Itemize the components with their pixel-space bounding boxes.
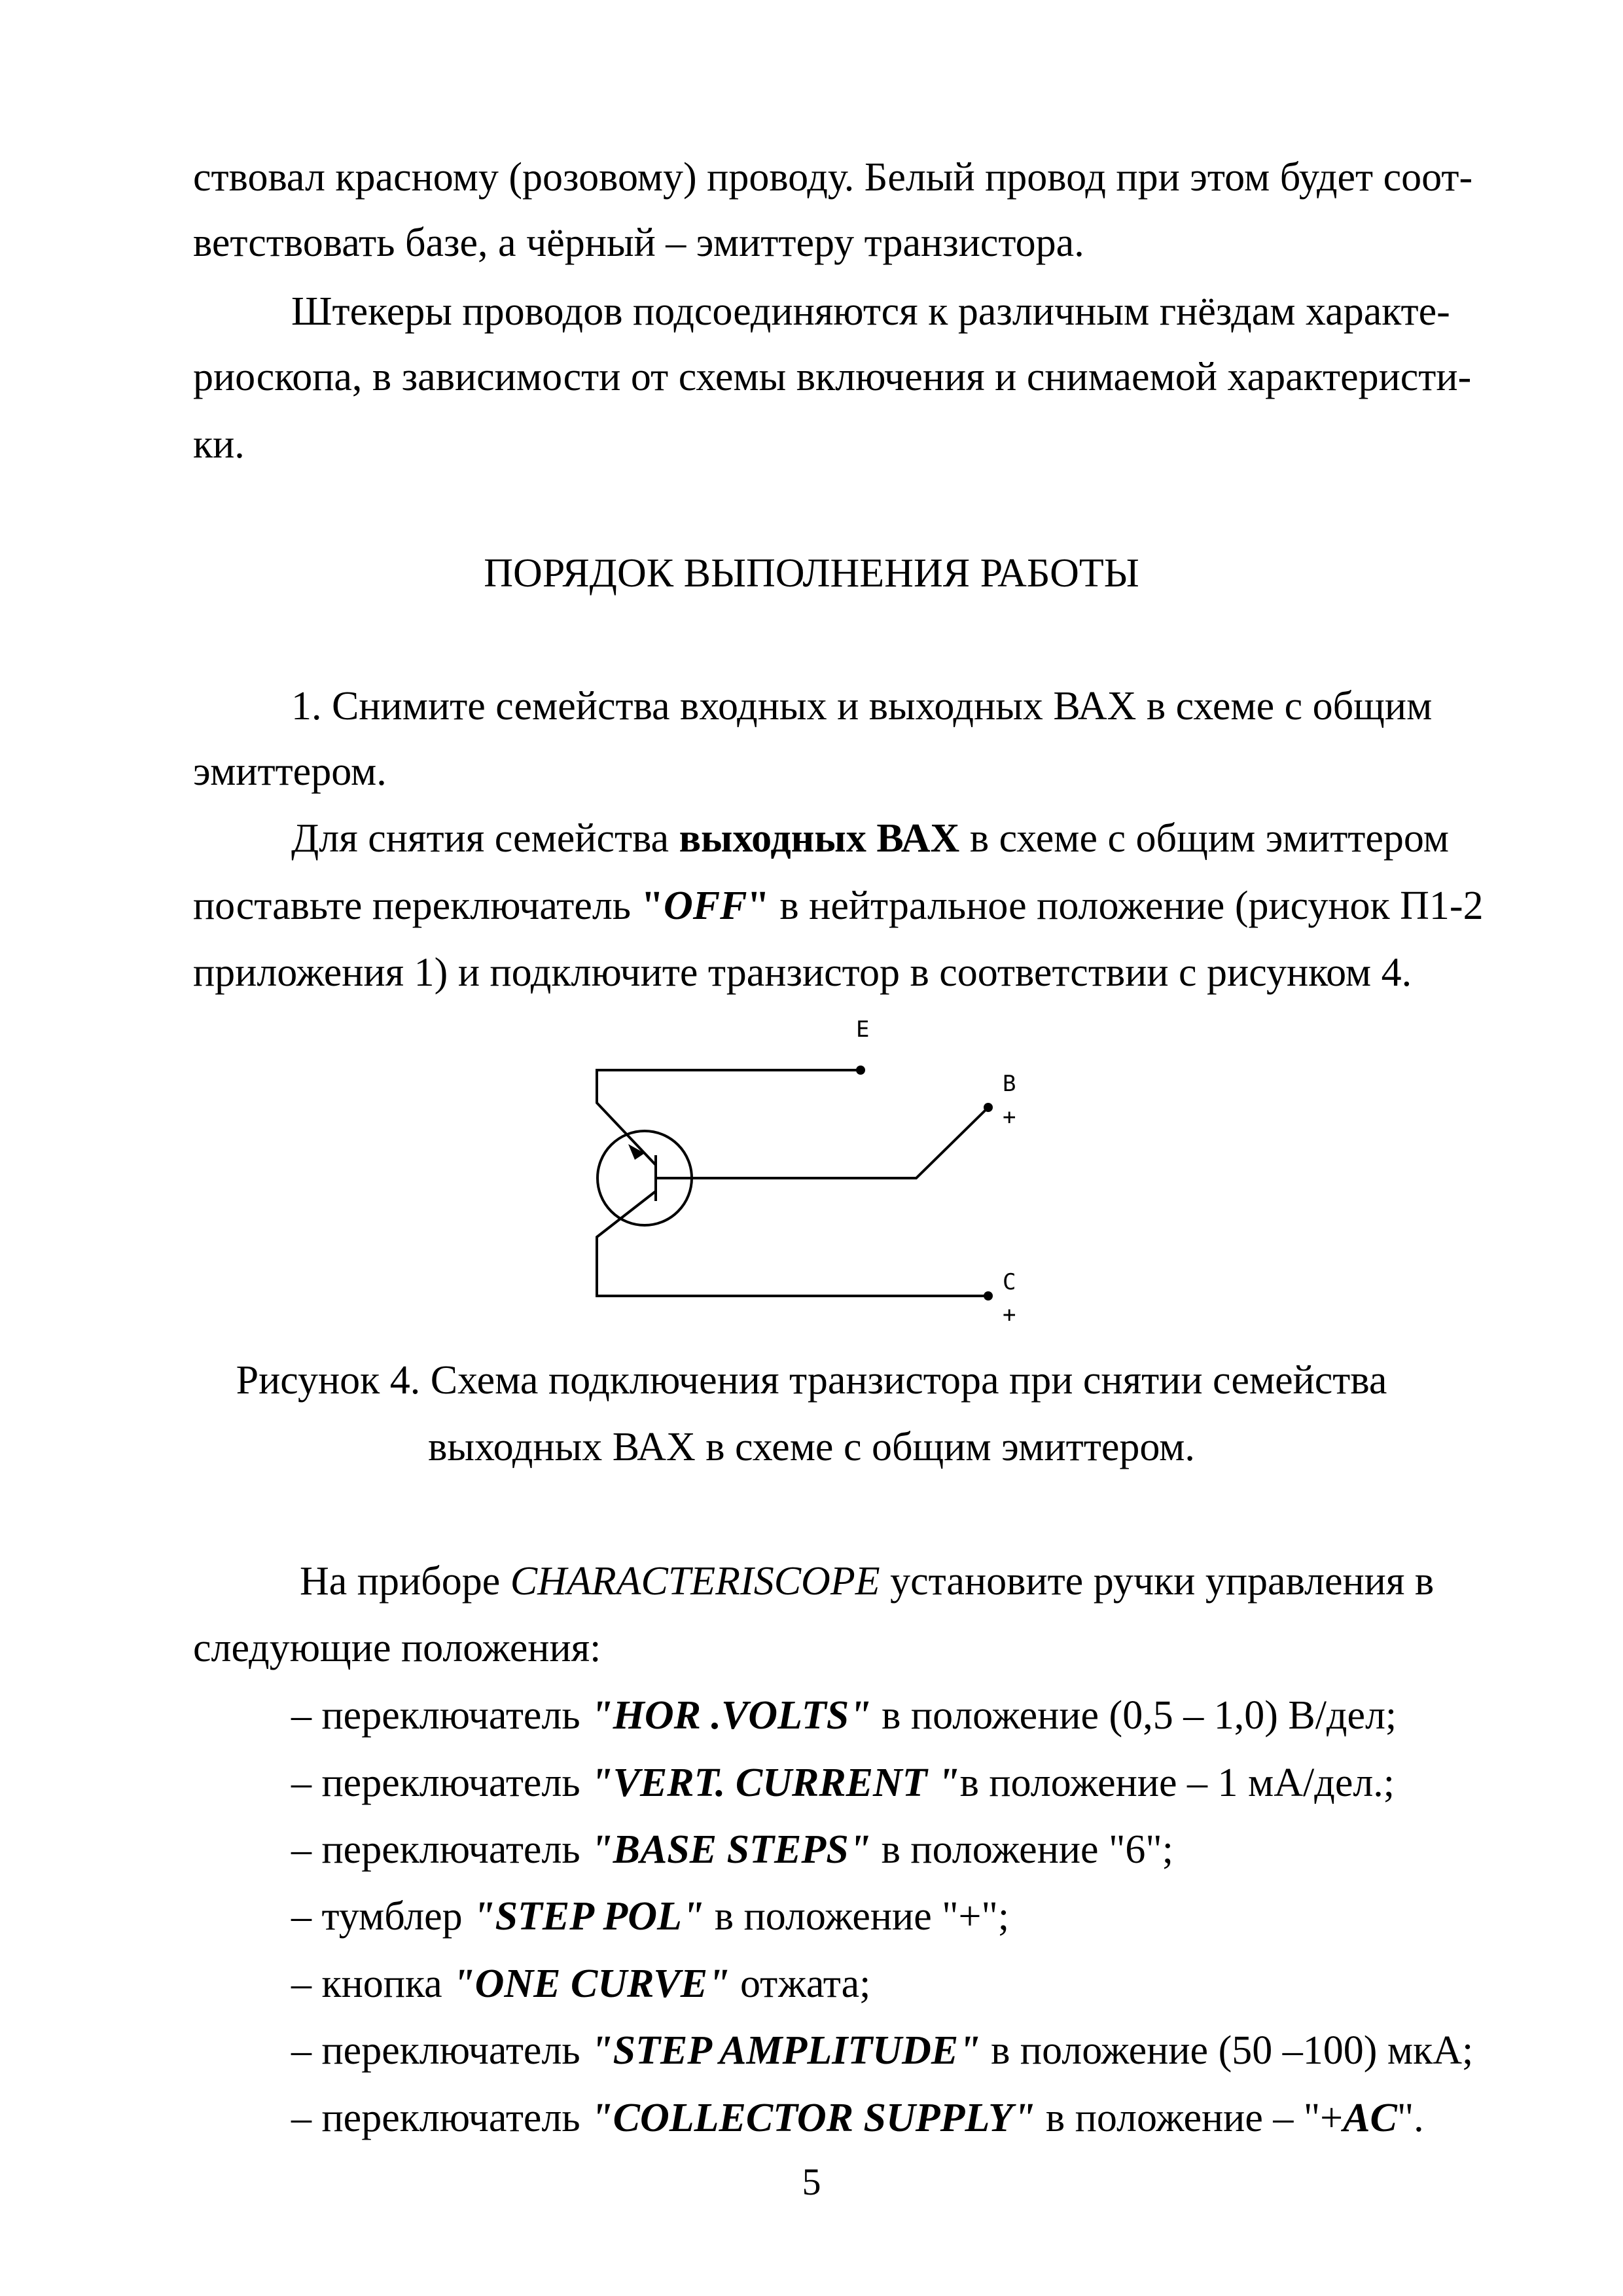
- terminal-sign-c: +: [1003, 1302, 1016, 1328]
- paragraph-3-line-1: [291, 816, 1449, 861]
- setting-prefix: – тумблер: [291, 1894, 473, 1939]
- terminal-label-c: C: [1003, 1269, 1016, 1295]
- setting-switch-name: "ONE CURVE": [452, 1962, 730, 2006]
- collector-terminal-dot: [984, 1291, 993, 1300]
- figure-caption-line-1: Рисунок 4. Схема подключения транзистора при снятии семейства: [236, 1358, 1387, 1403]
- setting-item-one-curve: [291, 1964, 870, 2004]
- paragraph-1-line-1: ствовал красному (розовому) проводу. Белый провод при этом будет соот-: [193, 155, 1473, 200]
- setting-value: в положение (50 –100) мкА;: [980, 2028, 1474, 2073]
- paragraph-3-position-text: в нейтральное положение (рисунок П1-2: [779, 884, 1484, 928]
- setting-value-end: ".: [1397, 2096, 1424, 2140]
- setting-switch-name: "STEP POL": [473, 1894, 705, 1939]
- setting-item-vert-current: [291, 1763, 1395, 1803]
- terminal-label-b: B: [1003, 1071, 1016, 1097]
- figure-caption-line-2: выходных ВАХ в схеме с общим эмиттером.: [428, 1425, 1195, 1469]
- setting-value: в положение "6";: [871, 1827, 1173, 1872]
- setting-item-hor-volts: [291, 1695, 1397, 1736]
- paragraph-3-text-after-bold: в схеме с общим эмиттером: [969, 816, 1449, 861]
- setting-switch-name: "BASE STEPS": [590, 1827, 872, 1872]
- off-switch-name: [641, 884, 770, 928]
- paragraph-2-line-3: ки.: [193, 422, 245, 467]
- step-1-line-1: 1. Снимите семейства входных и выходных ВАХ в схеме с общим: [291, 684, 1433, 728]
- page-number: 5: [802, 2161, 821, 2203]
- setting-value: в положение (0,5 – 1,0) В/дел;: [871, 1693, 1397, 1738]
- off-switch-close-quote: ": [747, 884, 770, 928]
- output-iv-bold-term: выходных ВАХ: [679, 816, 960, 861]
- setting-switch-name: "HOR .VOLTS": [590, 1693, 872, 1738]
- emitter-terminal-dot: [856, 1066, 865, 1075]
- paragraph-3-line-2: [193, 884, 1484, 928]
- device-name: CHARACTERISCOPE: [510, 1559, 880, 1604]
- setting-switch-name: "STEP AMPLITUDE": [590, 2028, 981, 2073]
- off-switch-open-quote: ": [641, 884, 664, 928]
- collector-wire: [597, 1191, 988, 1296]
- setting-prefix: – переключатель: [291, 1761, 591, 1805]
- setting-item-step-pol: [291, 1896, 1009, 1937]
- terminal-sign-b: +: [1003, 1104, 1016, 1130]
- setting-value-code: AC: [1343, 2096, 1397, 2140]
- setting-prefix: – кнопка: [291, 1962, 453, 2006]
- paragraph-4-line-2: следующие положения:: [193, 1626, 601, 1670]
- paragraph-4-text-before-device: На приборе: [300, 1559, 501, 1604]
- paragraph-2-line-2: риоскопа, в зависимости от схемы включения и снимаемой характеристи-: [193, 355, 1472, 399]
- base-terminal-dot: [984, 1103, 993, 1112]
- setting-item-step-amplitude: [291, 2030, 1473, 2071]
- setting-item-base-steps: [291, 1829, 1173, 1870]
- off-switch-code: OFF: [664, 884, 747, 928]
- setting-prefix: – переключатель: [291, 2028, 591, 2073]
- paragraph-3-text-before-bold: Для снятия семейства: [291, 816, 669, 861]
- paragraph-3-line-3: приложения 1) и подключите транзистор в соответствии с рисунком 4.: [193, 950, 1412, 995]
- setting-item-collector-supply: [291, 2098, 1424, 2138]
- paragraph-1-line-2: ветствовать базе, а чёрный – эмиттеру транзистора.: [193, 221, 1084, 265]
- paragraph-2-line-1: Штекеры проводов подсоединяются к различным гнёздам характе-: [291, 289, 1450, 334]
- setting-value: в положение "+";: [704, 1894, 1010, 1939]
- setting-value: в положение – 1 мА/дел.;: [959, 1761, 1395, 1805]
- paragraph-4-line-1: [300, 1559, 1435, 1604]
- paragraph-4-text-after-device: установите ручки управления в: [890, 1559, 1435, 1604]
- setting-prefix: – переключатель: [291, 2096, 591, 2140]
- base-wire: [656, 1107, 988, 1178]
- paragraph-3-switch-text: поставьте переключатель: [193, 884, 632, 928]
- setting-value: в положение – "+: [1035, 2096, 1344, 2140]
- section-heading: ПОРЯДОК ВЫПОЛНЕНИЯ РАБОТЫ: [484, 551, 1139, 596]
- setting-value: отжата;: [730, 1962, 871, 2006]
- setting-switch-name: "VERT. CURRENT ": [590, 1761, 960, 1805]
- transistor-scheme-diagram: [537, 1008, 1073, 1335]
- terminal-label-e: E: [856, 1016, 870, 1043]
- step-1-line-2: эмиттером.: [193, 749, 387, 794]
- setting-prefix: – переключатель: [291, 1693, 591, 1738]
- setting-switch-name: "COLLECTOR SUPPLY": [590, 2096, 1036, 2140]
- setting-prefix: – переключатель: [291, 1827, 591, 1872]
